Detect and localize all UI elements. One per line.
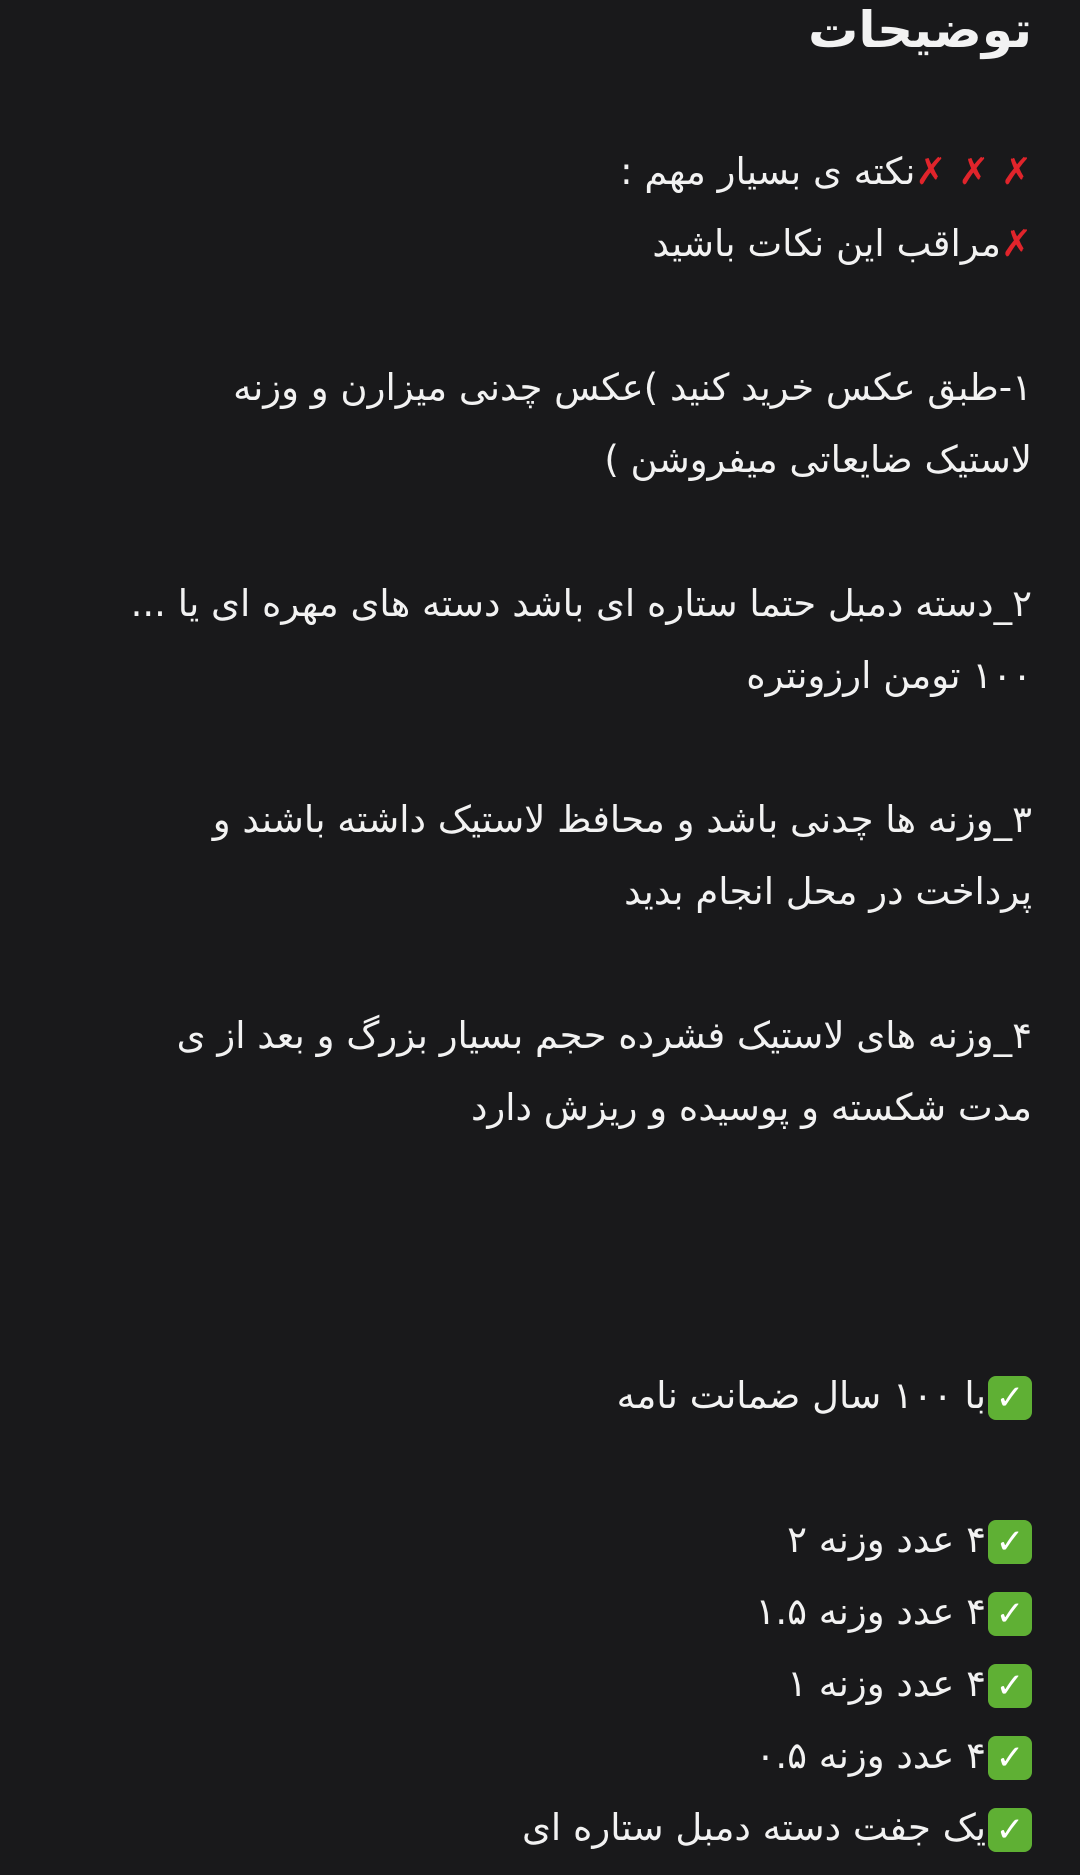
warning-line-2 bbox=[40, 208, 1032, 280]
note-1-line-1: ۱-طبق عکس خرید کنید )عکس چدنی میزارن و وزنه bbox=[233, 366, 1032, 409]
check-mark-icon: ✓ bbox=[988, 1592, 1032, 1636]
page-title: توضیحات bbox=[808, 1, 1032, 59]
note-1-line-2: لاستیک ضایعاتی میفروشن ) bbox=[604, 438, 1032, 481]
list-item bbox=[40, 1648, 1032, 1720]
warning-subtext: مراقب این نکات باشید bbox=[652, 222, 1001, 265]
check-mark-icon: ✓ bbox=[988, 1808, 1032, 1852]
list-item-text: ۴ عدد وزنه ۱ bbox=[787, 1662, 986, 1705]
check-mark-icon: ✓ bbox=[988, 1664, 1032, 1708]
guarantee-line bbox=[40, 1360, 1032, 1432]
list-item bbox=[40, 1504, 1032, 1576]
note-4-line-2: مدت شکسته و پوسیده و ریزش دارد bbox=[470, 1086, 1032, 1129]
list-item bbox=[40, 1576, 1032, 1648]
warning-line-1 bbox=[40, 136, 1032, 208]
description-body bbox=[40, 136, 1032, 1864]
note-4-line-1: ۴_وزنه های لاستیک فشرده حجم بسیار بزرگ و بعد از ی bbox=[176, 1014, 1032, 1057]
note-3-line-2: پرداخت در محل انجام بدید bbox=[624, 870, 1032, 913]
list-item bbox=[40, 1792, 1032, 1864]
check-mark-icon: ✓ bbox=[988, 1520, 1032, 1564]
list-item-text: ۴ عدد وزنه ۲ bbox=[787, 1518, 986, 1561]
note-3-line-1: ۳_وزنه ها چدنی باشد و محافظ لاستیک داشته باشند و bbox=[212, 798, 1032, 841]
list-item bbox=[40, 1720, 1032, 1792]
cross-mark-icon: ✗ bbox=[1000, 150, 1032, 193]
note-2-line-2: ۱۰۰ تومن ارزونتره bbox=[746, 654, 1032, 697]
note-2-line-1: ۲_دسته دمبل حتما ستاره ای باشد دسته های مهره ای یا ... bbox=[130, 582, 1032, 625]
cross-mark-icon: ✗ bbox=[958, 150, 990, 193]
list-item-text: ۴ عدد وزنه ۰.۵ bbox=[755, 1734, 986, 1777]
check-mark-icon: ✓ bbox=[988, 1376, 1032, 1420]
list-item-text: ۴ عدد وزنه ۱.۵ bbox=[755, 1590, 986, 1633]
guarantee-text: با ۱۰۰ سال ضمانت نامه bbox=[616, 1374, 986, 1417]
warning-text: نکته ی بسیار مهم : bbox=[620, 150, 916, 193]
list-item-text: یک جفت دسته دمبل ستاره ای bbox=[521, 1806, 986, 1849]
cross-mark-icon: ✗ bbox=[1000, 222, 1032, 265]
cross-mark-icon: ✗ bbox=[915, 150, 947, 193]
check-mark-icon: ✓ bbox=[988, 1736, 1032, 1780]
